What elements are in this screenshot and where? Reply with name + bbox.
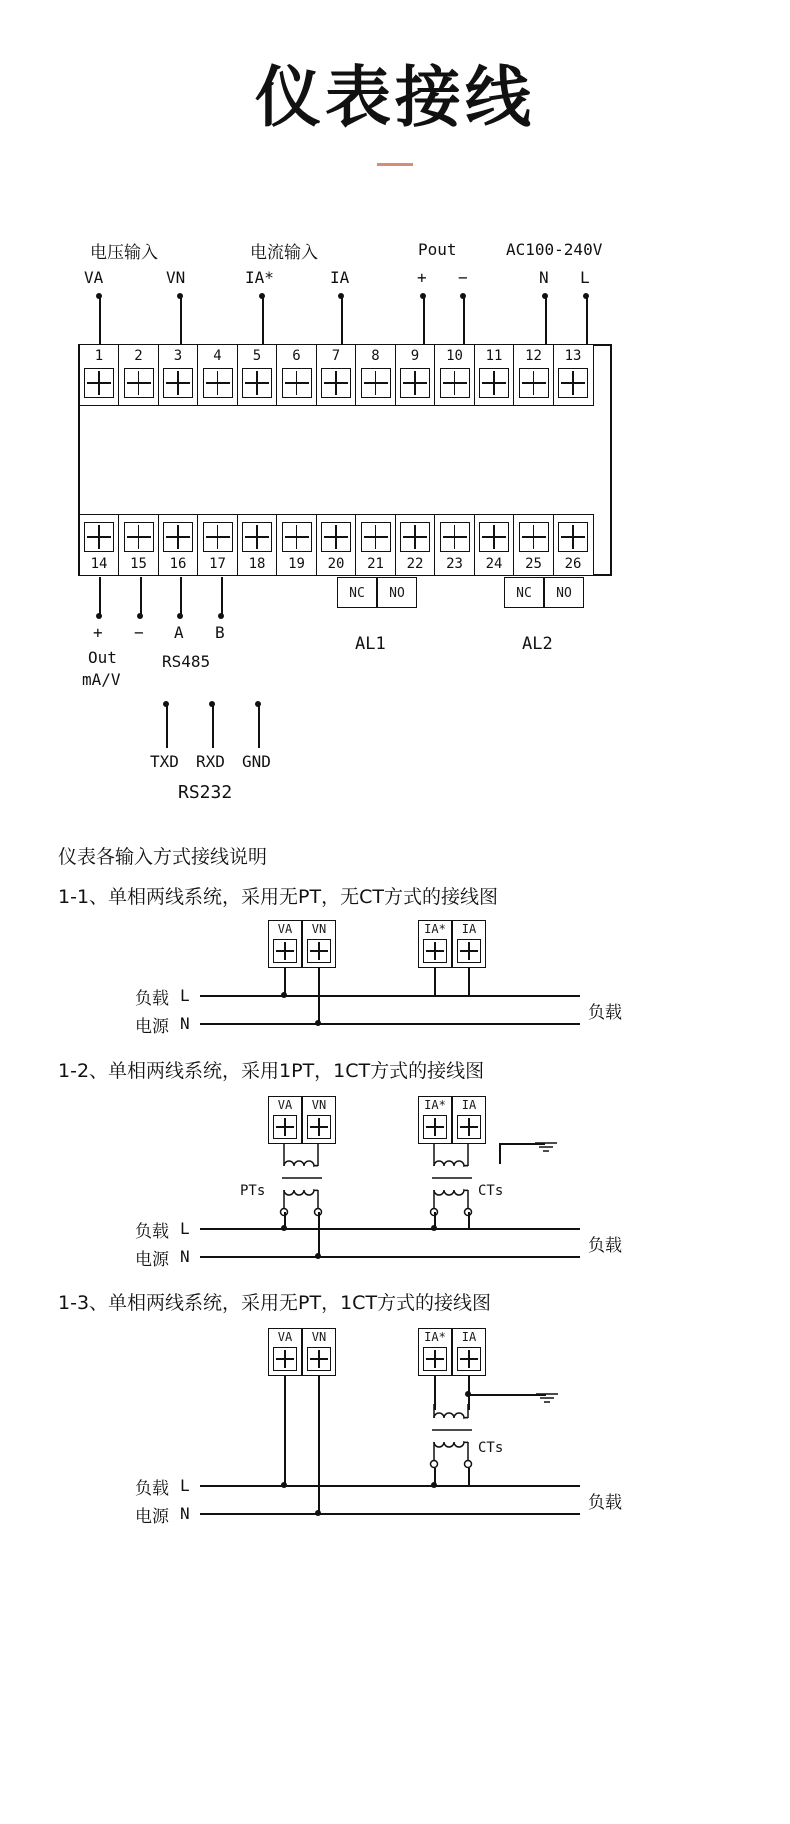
- screw-icon: [84, 522, 114, 552]
- group-label-pout: Pout: [418, 240, 457, 259]
- sections-heading: 仪表各输入方式接线说明: [58, 846, 268, 868]
- screw-icon: [203, 368, 233, 398]
- lead-dot-ac-n: [542, 293, 548, 299]
- terminal-number: 25: [525, 556, 542, 572]
- title-divider: [377, 163, 413, 166]
- pt-transformer-symbol: [268, 1144, 388, 1224]
- screw-icon: [307, 1347, 331, 1371]
- terminal-7[interactable]: [316, 344, 357, 406]
- s11-load-label-left: 负载: [135, 989, 169, 1009]
- s13-load-label-left: 负载: [135, 1479, 169, 1499]
- terminal-label: IA: [461, 922, 477, 936]
- screw-icon: [124, 368, 154, 398]
- screw-icon: [124, 522, 154, 552]
- screw-icon: [84, 368, 114, 398]
- screw-icon: [273, 1115, 297, 1139]
- terminal-number: 10: [446, 348, 463, 364]
- ground-icon: [534, 1387, 562, 1405]
- s13-ct-label: CTs: [478, 1440, 504, 1456]
- pin-label-out-plus: +: [93, 623, 103, 642]
- screw-icon: [479, 522, 509, 552]
- terminal-number: 4: [213, 348, 222, 364]
- s11-terminal-va[interactable]: [268, 920, 302, 968]
- terminal-12[interactable]: [513, 344, 554, 406]
- lead-vn: [180, 296, 182, 344]
- s13-terminal-va[interactable]: [268, 1328, 302, 1376]
- screw-icon: [273, 939, 297, 963]
- pin-label-vn: VN: [166, 268, 186, 287]
- s11-wire-ia-down: [468, 968, 470, 996]
- al2-nc-box: NC: [504, 577, 544, 608]
- terminal-number: 22: [406, 556, 424, 572]
- terminal-label: VA: [277, 1098, 293, 1112]
- screw-icon: [203, 522, 233, 552]
- terminal-11[interactable]: [474, 344, 515, 406]
- pin-label-ac-l: L: [580, 268, 590, 287]
- terminal-label: IA*: [424, 1330, 446, 1344]
- lead-dot-gnd: [255, 701, 261, 707]
- s11-junction-N: [315, 1020, 321, 1026]
- al1-no-box: NO: [377, 577, 417, 608]
- s12-pin-L: L: [180, 1219, 190, 1238]
- s11-terminal-ia[interactable]: [452, 920, 486, 968]
- lead-dot-out-plus: [96, 613, 102, 619]
- s13-pin-L: L: [180, 1476, 190, 1495]
- s13-terminal-vn[interactable]: [302, 1328, 336, 1376]
- screw-icon: [282, 522, 312, 552]
- screw-icon: [457, 939, 481, 963]
- terminal-19[interactable]: [276, 514, 317, 576]
- terminal-6[interactable]: [276, 344, 317, 406]
- s13-source-label-left: 电源: [135, 1507, 169, 1527]
- screw-icon: [558, 522, 588, 552]
- pin-label-va: VA: [84, 268, 104, 287]
- lead-ia: [341, 296, 343, 344]
- s12-terminal-va[interactable]: [268, 1096, 302, 1144]
- screw-icon: [242, 368, 272, 398]
- al2-no-box: NO: [544, 577, 584, 608]
- s13-junction-gnd: [465, 1391, 471, 1397]
- screw-icon: [440, 522, 470, 552]
- screw-icon: [423, 939, 447, 963]
- terminal-14[interactable]: [79, 514, 120, 576]
- s12-pin-N: N: [180, 1247, 190, 1266]
- s13-junction-L: [281, 1482, 287, 1488]
- terminal-number: 12: [525, 348, 542, 364]
- terminal-3[interactable]: [158, 344, 199, 406]
- terminal-label: IA: [461, 1098, 477, 1112]
- group-label-rs232: RS232: [178, 782, 233, 803]
- terminal-9[interactable]: [395, 344, 436, 406]
- section-1-3-caption: 1-3、单相两线系统，采用无PT，1CT方式的接线图: [58, 1292, 492, 1314]
- terminal-number: 9: [410, 348, 420, 364]
- lead-dot-out-minus: [137, 613, 143, 619]
- s12-ct-gnd-riser: [499, 1144, 501, 1164]
- lead-dot-rs485-b: [218, 613, 224, 619]
- lead-dot-pout-plus: [420, 293, 426, 299]
- s13-terminal-ia-star[interactable]: [418, 1328, 452, 1376]
- lead-txd: [166, 704, 168, 748]
- pin-label-out-minus: −: [134, 623, 144, 642]
- lead-gnd: [258, 704, 260, 748]
- terminal-number: 7: [331, 348, 341, 364]
- screw-icon: [423, 1115, 447, 1139]
- pin-label-ia: IA: [330, 268, 350, 287]
- pin-label-txd: TXD: [150, 752, 179, 771]
- lead-dot-vn: [177, 293, 183, 299]
- screw-icon: [321, 522, 351, 552]
- lead-dot-ac-l: [583, 293, 589, 299]
- terminal-10[interactable]: [434, 344, 475, 406]
- group-label-ma-v: mA/V: [82, 670, 121, 689]
- terminal-number: 5: [252, 348, 262, 364]
- terminal-number: 3: [173, 348, 183, 364]
- terminal-25[interactable]: [513, 514, 554, 576]
- terminal-number: 1: [94, 348, 104, 364]
- s11-pin-L: L: [180, 986, 190, 1005]
- screw-icon: [519, 522, 549, 552]
- s13-line-N: [200, 1513, 580, 1515]
- pin-label-ia-star: IA*: [245, 268, 274, 287]
- screw-icon: [361, 368, 391, 398]
- s11-pin-N: N: [180, 1014, 190, 1033]
- pin-label-rs485-a: A: [174, 623, 184, 642]
- s12-source-label-left: 电源: [135, 1250, 169, 1270]
- screw-icon: [519, 368, 549, 398]
- s12-load-label-left: 负载: [135, 1222, 169, 1242]
- terminal-16[interactable]: [158, 514, 199, 576]
- group-label-out: Out: [88, 648, 117, 667]
- s12-line-L: [200, 1228, 580, 1230]
- screw-icon: [321, 368, 351, 398]
- pin-label-pout-minus: −: [458, 268, 468, 287]
- terminal-15[interactable]: [118, 514, 159, 576]
- screw-icon: [163, 522, 193, 552]
- terminal-22[interactable]: [395, 514, 436, 576]
- s12-line-N: [200, 1256, 580, 1258]
- s12-junction-N: [315, 1253, 321, 1259]
- pin-label-ac-n: N: [539, 268, 549, 287]
- section-1-1-caption: 1-1、单相两线系统，采用无PT，无CT方式的接线图: [58, 886, 498, 908]
- al1-label: AL1: [355, 634, 386, 654]
- screw-icon: [440, 368, 470, 398]
- terminal-number: 20: [327, 556, 345, 572]
- screw-icon: [423, 1347, 447, 1371]
- terminal-label: VN: [311, 922, 327, 936]
- s12-load-label-right: 负载: [588, 1236, 622, 1256]
- screw-icon: [273, 1347, 297, 1371]
- s12-terminal-ia-star[interactable]: [418, 1096, 452, 1144]
- lead-dot-ia: [338, 293, 344, 299]
- terminal-23[interactable]: [434, 514, 475, 576]
- pin-label-pout-plus: +: [417, 268, 427, 287]
- screw-icon: [361, 522, 391, 552]
- s11-load-label-right: 负载: [588, 1003, 622, 1023]
- s13-terminal-ia[interactable]: [452, 1328, 486, 1376]
- pin-label-gnd: GND: [242, 752, 271, 771]
- s13-wire-ct-R: [468, 1468, 470, 1486]
- lead-out-minus: [140, 577, 142, 617]
- s11-line-L: [200, 995, 580, 997]
- s11-wire-ia-star-down: [434, 968, 436, 996]
- group-label-current-input: 电流输入: [250, 243, 318, 263]
- s11-junction-L: [281, 992, 287, 998]
- s11-terminal-ia-star[interactable]: [418, 920, 452, 968]
- group-label-rs485: RS485: [162, 652, 211, 671]
- lead-ia-star: [262, 296, 264, 344]
- terminal-13[interactable]: [553, 344, 594, 406]
- lead-dot-pout-minus: [460, 293, 466, 299]
- screw-icon: [307, 939, 331, 963]
- terminal-number: 15: [130, 556, 147, 572]
- lead-dot-rxd: [209, 701, 215, 707]
- page-title: 仪表接线: [255, 59, 535, 136]
- terminal-number: 24: [485, 556, 503, 572]
- terminal-26[interactable]: [553, 514, 594, 576]
- terminal-number: 26: [564, 556, 582, 572]
- section-1-2-caption: 1-2、单相两线系统，采用1PT，1CT方式的接线图: [58, 1060, 485, 1082]
- group-label-ac-supply: AC100-240V: [506, 240, 603, 259]
- lead-out-plus: [99, 577, 101, 617]
- terminal-label: IA: [461, 1330, 477, 1344]
- s11-line-N: [200, 1023, 580, 1025]
- terminal-number: 17: [209, 556, 226, 572]
- terminal-number: 16: [169, 556, 187, 572]
- terminal-number: 21: [367, 556, 384, 572]
- terminal-number: 19: [288, 556, 305, 572]
- al1-nc-box: NC: [337, 577, 377, 608]
- terminal-label: VN: [311, 1330, 327, 1344]
- terminal-label: VA: [277, 1330, 293, 1344]
- s11-terminal-vn[interactable]: [302, 920, 336, 968]
- s11-source-label-left: 电源: [135, 1017, 169, 1037]
- screw-icon: [242, 522, 272, 552]
- s12-junction-L: [281, 1225, 287, 1231]
- terminal-21[interactable]: [355, 514, 396, 576]
- terminal-number: 18: [248, 556, 266, 572]
- s12-ct-label: CTs: [478, 1183, 504, 1199]
- terminal-20[interactable]: [316, 514, 357, 576]
- terminal-number: 23: [446, 556, 463, 572]
- lead-rs485-a: [180, 577, 182, 617]
- lead-rs485-b: [221, 577, 223, 617]
- terminal-4[interactable]: [197, 344, 238, 406]
- lead-dot-rs485-a: [177, 613, 183, 619]
- screw-icon: [457, 1115, 481, 1139]
- terminal-label: IA*: [424, 1098, 446, 1112]
- screw-icon: [479, 368, 509, 398]
- s13-junction-N: [315, 1510, 321, 1516]
- lead-pout-plus: [423, 296, 425, 344]
- group-label-voltage-input: 电压输入: [90, 243, 158, 263]
- terminal-number: 13: [564, 348, 582, 364]
- s13-load-label-right: 负载: [588, 1493, 622, 1513]
- bottom-terminal-row: [80, 514, 594, 576]
- terminal-number: 11: [485, 348, 503, 364]
- screw-icon: [163, 368, 193, 398]
- ground-icon: [533, 1136, 561, 1154]
- lead-pout-minus: [463, 296, 465, 344]
- terminal-5[interactable]: [237, 344, 278, 406]
- terminal-18[interactable]: [237, 514, 278, 576]
- terminal-1[interactable]: [79, 344, 120, 406]
- screw-icon: [307, 1115, 331, 1139]
- top-terminal-row: [80, 344, 594, 406]
- terminal-label: VN: [311, 1098, 327, 1112]
- screw-icon: [282, 368, 312, 398]
- terminal-label: VA: [277, 922, 293, 936]
- lead-ac-n: [545, 296, 547, 344]
- s12-terminal-ia[interactable]: [452, 1096, 486, 1144]
- screw-icon: [400, 368, 430, 398]
- s13-pin-N: N: [180, 1504, 190, 1523]
- s13-junction-ct: [431, 1482, 437, 1488]
- terminal-number: 14: [90, 556, 108, 572]
- lead-dot-txd: [163, 701, 169, 707]
- terminal-number: 6: [292, 348, 301, 364]
- s13-line-L: [200, 1485, 580, 1487]
- lead-rxd: [212, 704, 214, 748]
- lead-dot-ia-star: [259, 293, 265, 299]
- s12-wire-pt-N: [318, 1212, 320, 1257]
- screw-icon: [558, 368, 588, 398]
- screw-icon: [457, 1347, 481, 1371]
- terminal-8[interactable]: [355, 344, 396, 406]
- s13-wire-va-down: [284, 1376, 286, 1486]
- al2-label: AL2: [522, 634, 553, 654]
- s12-junction-ct: [431, 1225, 437, 1231]
- s12-terminal-vn[interactable]: [302, 1096, 336, 1144]
- s12-wire-ct-R: [468, 1212, 470, 1229]
- terminal-17[interactable]: [197, 514, 238, 576]
- terminal-number: 2: [134, 348, 143, 364]
- screw-icon: [400, 522, 430, 552]
- lead-ac-l: [586, 296, 588, 344]
- lead-dot-va: [96, 293, 102, 299]
- terminal-24[interactable]: [474, 514, 515, 576]
- s13-wire-vn-down: [318, 1376, 320, 1514]
- pin-label-rs485-b: B: [215, 623, 225, 642]
- s12-pt-label: PTs: [240, 1183, 266, 1199]
- lead-va: [99, 296, 101, 344]
- pin-label-rxd: RXD: [196, 752, 225, 771]
- terminal-number: 8: [371, 348, 380, 364]
- terminal-2[interactable]: [118, 344, 159, 406]
- terminal-label: IA*: [424, 922, 446, 936]
